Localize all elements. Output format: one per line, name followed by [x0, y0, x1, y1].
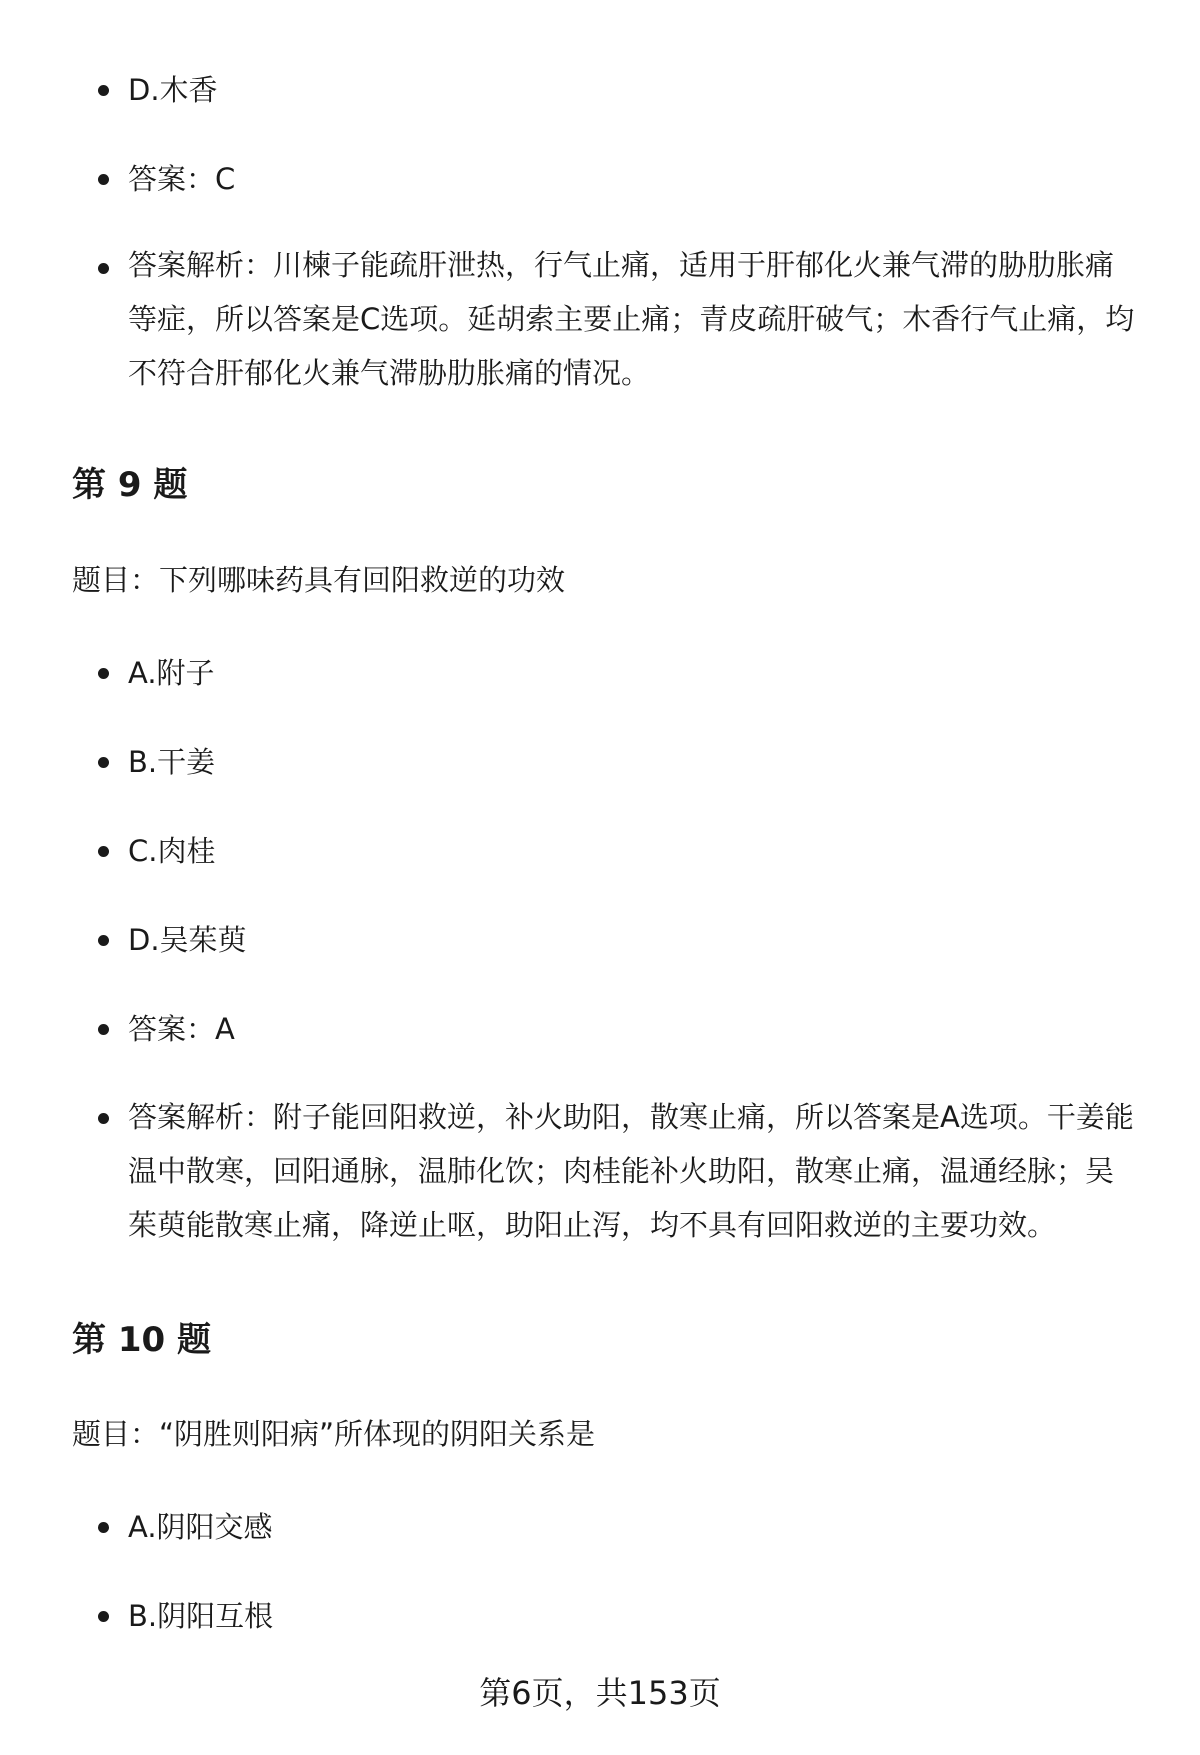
page-number-footer: 第6页，共153页: [479, 1674, 721, 1712]
list-item-option: B.干姜: [0, 732, 1200, 793]
question-10-options: [0, 1497, 1200, 1675]
question-9-options: [0, 643, 1200, 1280]
list-item-option: D.吴茱萸: [0, 910, 1200, 971]
question-9-title: 第 9 题: [72, 465, 188, 505]
question-10-title: 第 10 题: [72, 1320, 211, 1360]
list-item-explanation: 答案解析：川楝子能疏肝泄热，行气止痛，适用于肝郁化火兼气滞的胁肋胀痛等症，所以答案是C选项。延胡索主要止痛；青皮疏肝破气；木香行气止痛，均不符合肝郁化火兼气滞胁肋胀痛的情况。: [0, 238, 1200, 400]
list-item-option: A.附子: [0, 643, 1200, 704]
list-item-option-d: D.木香: [0, 60, 1200, 121]
list-item-option: C.肉桂: [0, 821, 1200, 882]
question-9-text: 题目：下列哪味药具有回阳救逆的功效: [72, 563, 566, 597]
list-item-answer: 答案：C: [0, 149, 1200, 210]
list-item-explanation: 答案解析：附子能回阳救逆，补火助阳，散寒止痛，所以答案是A选项。干姜能温中散寒，回阳通脉，温肺化饮；肉桂能补火助阳，散寒止痛，温通经脉；吴茱萸能散寒止痛，降逆止呕，助阳止泻，均不具有回阳救逆的主要功效。: [0, 1088, 1200, 1252]
list-item-option: B.阴阳互根: [0, 1586, 1200, 1647]
previous-question-tail: [0, 60, 1200, 428]
question-10-text: 题目：“阴胜则阳病”所体现的阴阳关系是: [72, 1417, 596, 1451]
list-item-answer: 答案：A: [0, 999, 1200, 1060]
list-item-option: A.阴阳交感: [0, 1497, 1200, 1558]
